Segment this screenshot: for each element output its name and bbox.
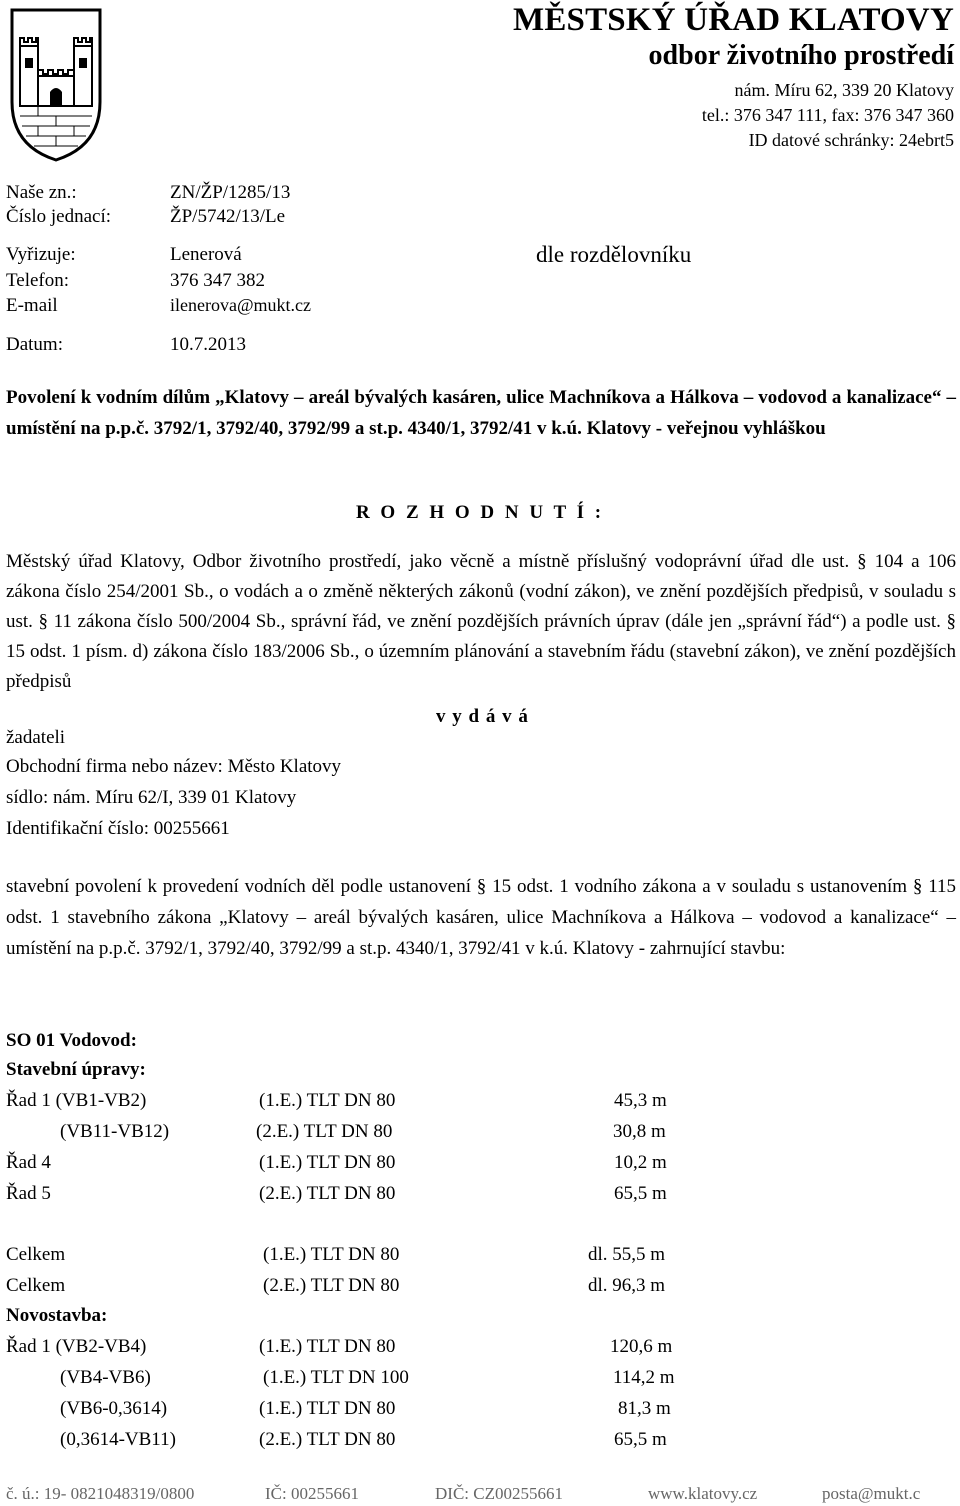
date-label: Datum:: [6, 334, 63, 355]
recipient: dle rozdělovníku: [536, 242, 692, 267]
applicant-name: Obchodní firma nebo název: Město Klatovy: [6, 756, 342, 777]
email-value: ilenerova@mukt.cz: [170, 295, 312, 315]
applicant-seat: sídlo: nám. Míru 62/I, 339 01 Klatovy: [6, 787, 297, 808]
total-row-type: (1.E.) TLT DN 80: [263, 1244, 400, 1265]
issues-heading: v y d á v á: [436, 706, 529, 727]
novostavba-row-type: (1.E.) TLT DN 80: [259, 1336, 396, 1357]
office-address: nám. Míru 62, 339 20 Klatovy: [734, 80, 954, 100]
phone-value: 376 347 382: [170, 270, 265, 291]
footer-bank-account: č. ú.: 19- 0821048319/0800: [6, 1484, 195, 1503]
upravy-row-name: Řad 4: [6, 1152, 51, 1173]
upravy-row-length: 45,3 m: [614, 1090, 667, 1111]
novostavba-row-type: (1.E.) TLT DN 100: [263, 1367, 409, 1388]
novostavba-row-name: (VB6-0,3614): [60, 1398, 168, 1419]
footer-dic: DIČ: CZ00255661: [435, 1484, 563, 1503]
permit-paragraph: stavební povolení k provedení vodních děl podle ustanovení § 15 odst. 1 vodního zákona a v souladu s ustanovením § 115 odst. 1 stavebního zákona „Klatovy – areál bývalých kasáren, ulice Machníkova a Hálkova – vodovod a kanalizace“ – umístění na p.p.č. 3792/1, 3792/40, 3792/99 a st.p. 4340/1, 3792/41 v k.ú. Klatovy - zahrnující stavbu:: [6, 876, 956, 959]
office-phone: tel.: 376 347 111, fax: 376 347 360: [701, 105, 954, 125]
total-row-name: Celkem: [6, 1275, 66, 1296]
reference-number-label: Číslo jednací:: [6, 206, 112, 227]
handled-by-value: Lenerová: [170, 244, 242, 265]
total-row-length: dl. 55,5 m: [588, 1244, 666, 1265]
novostavba-row-name: Řad 1 (VB2-VB4): [6, 1336, 147, 1357]
decision-heading: R O Z H O D N U T Í :: [355, 502, 605, 523]
novostavba-row-length: 65,5 m: [614, 1429, 667, 1450]
reference-number-value: ŽP/5742/13/Le: [170, 206, 286, 227]
handled-by-label: Vyřizuje:: [6, 244, 76, 265]
novostavba-row-type: (2.E.) TLT DN 80: [259, 1429, 396, 1450]
novostavba-row-name: (VB4-VB6): [60, 1367, 151, 1388]
department-name: odbor životního prostředí: [648, 40, 954, 71]
novostavba-row-length: 120,6 m: [610, 1336, 673, 1357]
upravy-row-length: 30,8 m: [613, 1121, 666, 1142]
date-value: 10.7.2013: [170, 334, 246, 355]
upravy-row-length: 65,5 m: [614, 1183, 667, 1204]
upravy-heading: Stavební úpravy:: [6, 1059, 146, 1080]
upravy-row-name: (VB11-VB12): [60, 1121, 170, 1142]
upravy-row-name: Řad 5: [6, 1183, 51, 1204]
novostavba-heading: Novostavba:: [6, 1305, 108, 1326]
email-label: E-mail: [6, 295, 58, 316]
total-row-name: Celkem: [6, 1244, 66, 1265]
footer-ic: IČ: 00255661: [265, 1484, 359, 1503]
upravy-row-length: 10,2 m: [614, 1152, 667, 1173]
upravy-row-type: (1.E.) TLT DN 80: [259, 1152, 396, 1173]
novostavba-row-name: (0,3614-VB11): [60, 1429, 176, 1450]
novostavba-row-length: 81,3 m: [618, 1398, 671, 1419]
phone-label: Telefon:: [6, 270, 70, 291]
total-row-type: (2.E.) TLT DN 80: [263, 1275, 400, 1296]
databox-id: ID datové schránky: 24ebrt5: [748, 130, 954, 150]
upravy-row-type: (2.E.) TLT DN 80: [259, 1183, 396, 1204]
novostavba-row-length: 114,2 m: [613, 1367, 675, 1388]
office-title: MĚSTSKÝ ÚŘAD KLATOVY: [512, 2, 954, 38]
document-subject: Povolení k vodním dílům „Klatovy – areál bývalých kasáren, ulice Machníkova a Hálkova – vodovod a kanalizace“ – umístění na p.p.č. 3792/1, 3792/40, 3792/99 a st.p. 4340/1, 3792/41 v k.ú. Klatovy - veřejnou vyhláškou: [6, 387, 956, 439]
applicant-ico: Identifikační číslo: 00255661: [6, 818, 230, 839]
upravy-row-type: (1.E.) TLT DN 80: [259, 1090, 396, 1111]
klatovy-coat-of-arms-logo: [8, 6, 104, 164]
our-ref-label: Naše zn.:: [6, 182, 77, 203]
applicant-label: žadateli: [6, 727, 66, 748]
upravy-row-name: Řad 1 (VB1-VB2): [6, 1090, 147, 1111]
page-footer: [0, 1484, 960, 1506]
so01-heading: SO 01 Vodovod:: [6, 1030, 137, 1051]
total-row-length: dl. 96,3 m: [588, 1275, 666, 1296]
footer-web-link[interactable]: www.klatovy.cz: [648, 1484, 758, 1503]
legal-intro-paragraph: Městský úřad Klatovy, Odbor životního prostředí, jako věcně a místně příslušný vodoprávní úřad dle ust. § 104 a 106 zákona číslo 254/2001 Sb., o vodách a o změně některých zákonů (vodní zákon), ve znění pozdějších předpisů, v souladu s ust. § 11 zákona číslo 500/2004 Sb., správní řád, ve znění pozdějších právních úprav (dále jen „správní řád“) a podle ust. § 15 odst. 1 písm. d) zákona číslo 183/2006 Sb., o územním plánování a stavebním řádu (stavební zákon), ve znění pozdějších předpisů: [6, 551, 956, 692]
upravy-row-type: (2.E.) TLT DN 80: [256, 1121, 393, 1142]
novostavba-row-type: (1.E.) TLT DN 80: [259, 1398, 396, 1419]
footer-email-link[interactable]: posta@mukt.c: [822, 1484, 921, 1503]
our-ref-value: ZN/ŽP/1285/13: [170, 182, 291, 203]
